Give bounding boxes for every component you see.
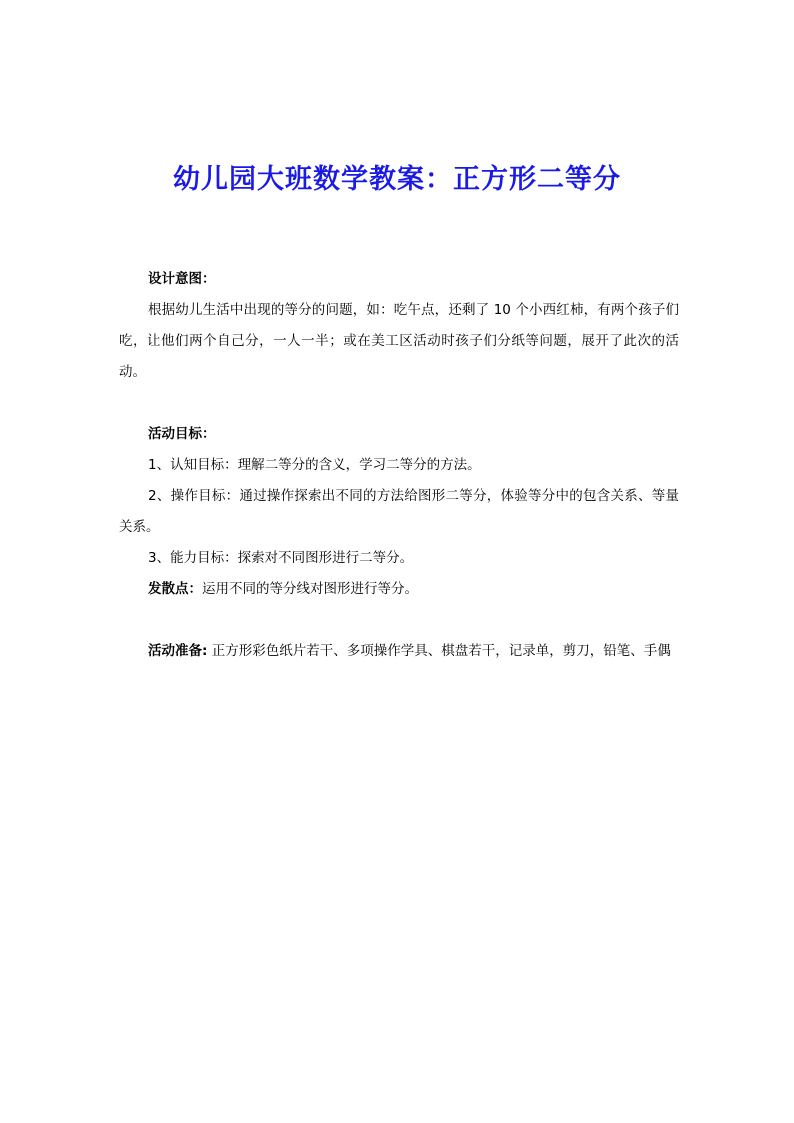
section-spacer bbox=[119, 605, 679, 636]
goal-item-cognitive: 1、认知目标：理解二等分的含义，学习二等分的方法。 bbox=[148, 457, 481, 473]
preparation-text: 正方形彩色纸片若干、多项操作学具、棋盘若干，记录单，剪刀，铅笔、手偶 bbox=[207, 643, 671, 659]
goal-item-ability: 3、能力目标：探索对不同图形进行二等分。 bbox=[148, 550, 414, 566]
design-intent-heading: 设计意图： bbox=[148, 271, 216, 287]
divergence-paragraph bbox=[119, 574, 679, 605]
design-intent-text: 根据幼儿生活中出现的等分的问题，如：吃午点，还剩了 10 个小西红柿，有两个孩子们吃，让他们两个自己分，一人一半；或在美工区活动时孩子们分纸等问题，展开了此次的活动。 bbox=[119, 302, 679, 380]
document-title: 幼儿园大班数学教案：正方形二等分 bbox=[173, 164, 621, 195]
document-body bbox=[119, 264, 679, 667]
section-spacer bbox=[119, 388, 679, 419]
goals-heading: 活动目标： bbox=[148, 426, 216, 442]
goal-item-operation: 2、操作目标：通过操作探索出不同的方法给图形二等分，体验等分中的包含关系、等量关系。 bbox=[119, 488, 679, 535]
preparation-label: 活动准备: bbox=[148, 643, 208, 659]
preparation-paragraph bbox=[119, 636, 679, 667]
divergence-text: 运用不同的等分线对图形进行等分。 bbox=[202, 581, 418, 597]
divergence-label: 发散点： bbox=[148, 581, 202, 597]
